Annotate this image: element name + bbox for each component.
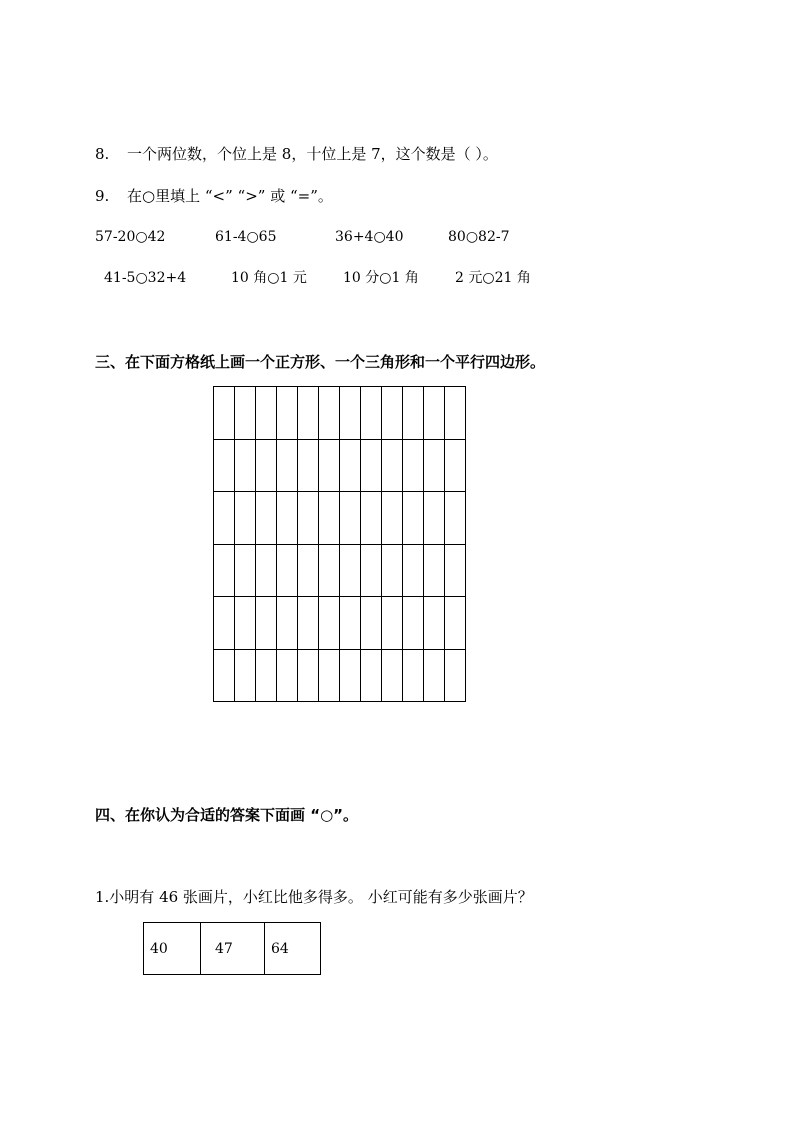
grid-paper[interactable] — [213, 386, 466, 702]
answer-option[interactable]: 40 — [144, 923, 201, 975]
comparison-item: 57-20○42 — [95, 229, 166, 245]
question-8-number: 8. — [95, 145, 110, 163]
comparison-item: 10 分○1 角 — [343, 270, 419, 286]
question-9-text: 在○里填上 “<” “>” 或 “=”。 — [127, 187, 333, 205]
question-9 — [95, 186, 333, 206]
comparison-item: 41-5○32+4 — [104, 270, 187, 286]
answer-option[interactable]: 47 — [201, 923, 265, 975]
comparison-item: 2 元○21 角 — [455, 270, 531, 286]
comparison-item: 61-4○65 — [215, 229, 277, 245]
question-8 — [95, 144, 498, 164]
answer-options-table — [143, 922, 321, 975]
question-8-text: 一个两位数，个位上是 8，十位上是 7，这个数是（ ）。 — [127, 145, 498, 163]
answer-option[interactable]: 64 — [265, 923, 321, 975]
question-9-number: 9. — [95, 187, 110, 205]
comparison-item: 80○82-7 — [448, 229, 510, 245]
section-3-title: 三、在下面方格纸上画一个正方形、一个三角形和一个平行四边形。 — [95, 353, 546, 371]
comparison-item: 10 角○1 元 — [231, 270, 307, 286]
question-4-1: 1.小明有 46 张画片，小红比他多得多。 小红可能有多少张画片？ — [95, 888, 533, 906]
comparison-item: 36+4○40 — [335, 229, 404, 245]
section-4-title: 四、在你认为合适的答案下面画 “○”。 — [95, 806, 359, 824]
